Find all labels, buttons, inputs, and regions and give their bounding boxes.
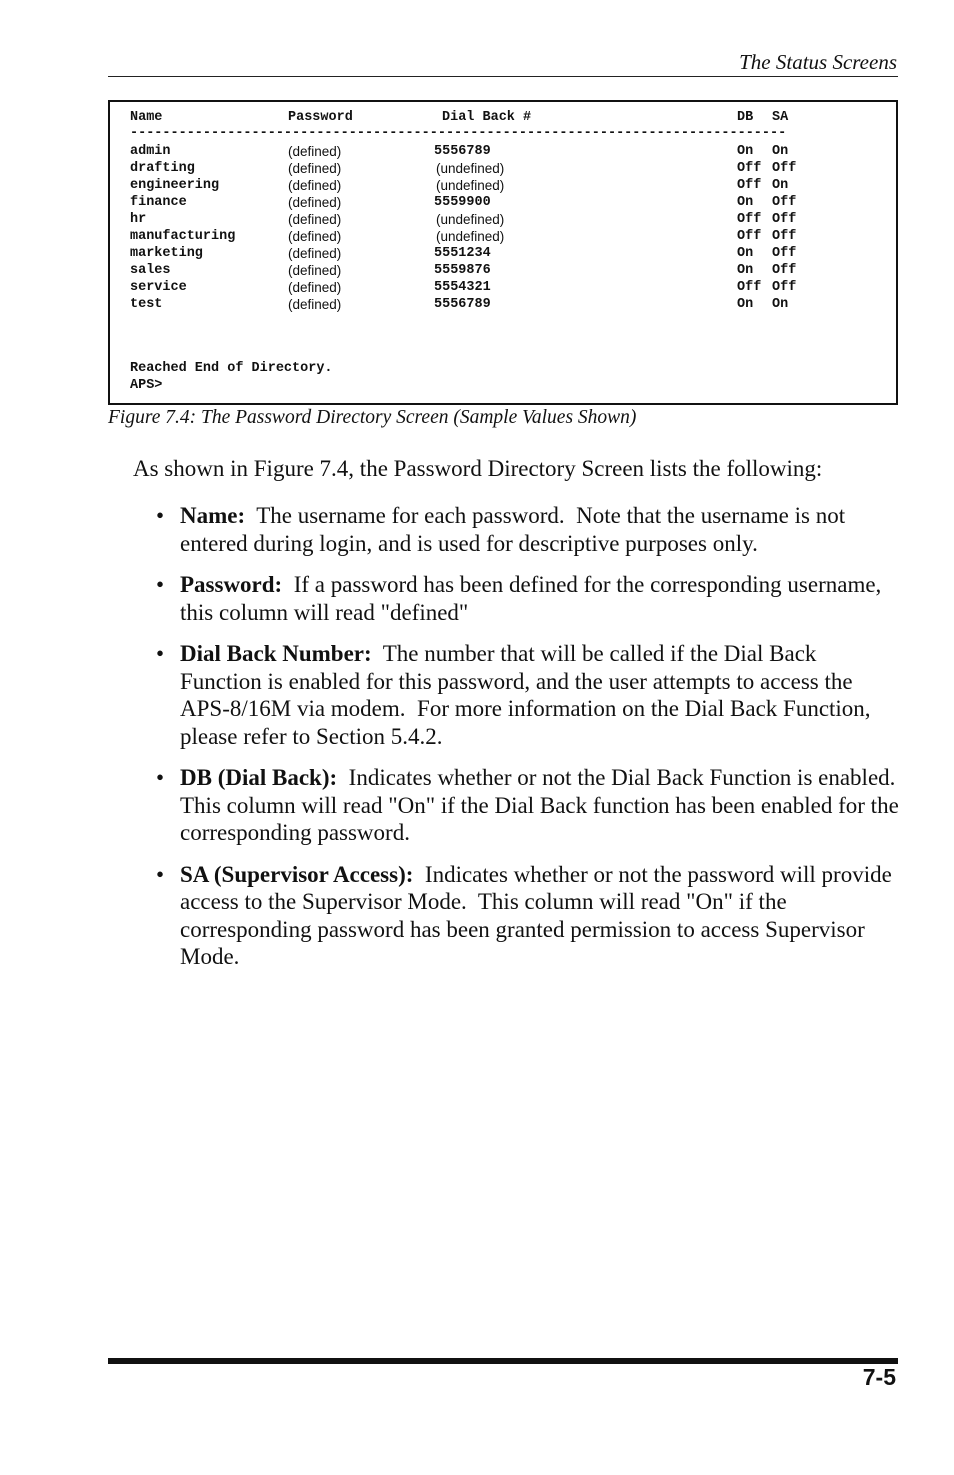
column-header-password: Password [288,110,353,125]
row-sa: Off [772,229,797,244]
field-term: SA (Supervisor Access): [180,861,414,887]
row-dial-back: (undefined) [436,229,505,244]
row-password: (defined) [288,280,342,295]
row-db: On [737,144,754,159]
row-db: Off [737,161,762,176]
field-description-item [156,502,901,557]
row-db: On [737,297,754,312]
field-description: Indicates whether or not the Dial Back Function is enabled. This column will read "On" if the Dial Back function has been enabled for the corresponding password. [180,765,907,845]
row-name: engineering [130,178,220,193]
terminal-screen [108,100,898,405]
field-term: Name: [180,503,246,528]
row-name: hr [130,212,147,227]
row-sa: On [772,178,789,193]
field-description-item [156,571,901,626]
end-of-directory-message: Reached End of Directory. [130,361,333,376]
row-db: On [737,246,754,261]
row-dial-back: 5554321 [434,280,491,295]
row-db: Off [737,280,762,295]
command-prompt: APS> [130,378,163,393]
row-password: (defined) [288,212,342,227]
row-password: (defined) [288,161,342,176]
directory-row [110,178,896,195]
row-name: finance [130,195,187,210]
field-description-item [156,861,901,971]
row-dial-back: (undefined) [436,178,505,193]
field-term: DB (Dial Back): [180,765,338,790]
row-dial-back: (undefined) [436,212,505,227]
running-header: The Status Screens [739,50,897,74]
row-name: service [130,280,187,295]
field-description: Indicates whether or not the password will provide access to the Supervisor Mode. This column will read "On" if the corresponding password has been granted permission to access Supervisor Mode. [180,861,898,969]
row-name: sales [130,263,171,278]
directory-row [110,246,896,263]
bullet-icon: • [156,861,165,887]
footer-rule [108,1358,898,1364]
row-password: (defined) [288,297,342,312]
separator-line: --------------------------------------------------------------------------------- [130,126,787,141]
row-sa: Off [772,161,797,176]
bullet-icon: • [156,572,165,597]
row-password: (defined) [288,246,342,261]
row-sa: Off [772,280,797,295]
row-dial-back: 5556789 [434,297,491,312]
field-description-list [156,502,907,985]
row-db: On [737,195,754,210]
page-number: 7-5 [862,1364,896,1390]
bullet-icon: • [156,503,165,528]
row-db: Off [737,229,762,244]
field-term: Password: [180,572,283,597]
intro-paragraph: As shown in Figure 7.4, the Password Directory Screen lists the following: [133,456,823,481]
field-description: The username for each password. Note that the username is not entered during login, and is used for descriptive purposes only. [180,503,851,556]
directory-row [110,229,896,246]
directory-row [110,161,896,178]
row-db: On [737,263,754,278]
row-sa: Off [772,195,797,210]
directory-row [110,212,896,229]
row-db: Off [737,178,762,193]
row-name: manufacturing [130,229,236,244]
field-term: Dial Back Number: [180,641,372,666]
row-dial-back: 5559876 [434,263,491,278]
directory-row [110,195,896,212]
row-dial-back: 5551234 [434,246,491,261]
row-name: drafting [130,161,195,176]
row-name: marketing [130,246,203,261]
column-header-db: DB [737,110,754,125]
row-name: admin [130,144,171,159]
directory-row [110,263,896,280]
column-header-dial-back: Dial Back # [442,110,532,125]
bullet-icon: • [156,641,165,666]
row-dial-back: 5559900 [434,195,491,210]
row-dial-back: (undefined) [436,161,505,176]
directory-row [110,280,896,297]
directory-row [110,144,896,161]
field-description-item [156,764,907,847]
bullet-icon: • [156,765,165,790]
column-header-name: Name [130,110,163,125]
row-password: (defined) [288,229,342,244]
field-description: If a password has been defined for the corresponding username, this column will read "defined" [180,572,888,625]
row-sa: On [772,144,789,159]
row-password: (defined) [288,195,342,210]
field-description-item [156,640,901,750]
figure-caption: Figure 7.4: The Password Directory Screen (Sample Values Shown) [108,407,637,428]
column-header-sa: SA [772,110,789,125]
row-dial-back: 5556789 [434,144,491,159]
row-db: Off [737,212,762,227]
header-rule [108,76,898,77]
row-password: (defined) [288,144,342,159]
field-description: The number that will be called if the Dial Back Function is enabled for this password, and the user attempts to access the APS-8/16M via modem. For more information on the Dial Back Function, please refer to Section 5.4.2. [180,641,877,749]
row-sa: Off [772,212,797,227]
row-sa: Off [772,263,797,278]
row-name: test [130,297,163,312]
row-password: (defined) [288,263,342,278]
row-sa: On [772,297,789,312]
directory-row [110,297,896,314]
row-password: (defined) [288,178,342,193]
row-sa: Off [772,246,797,261]
